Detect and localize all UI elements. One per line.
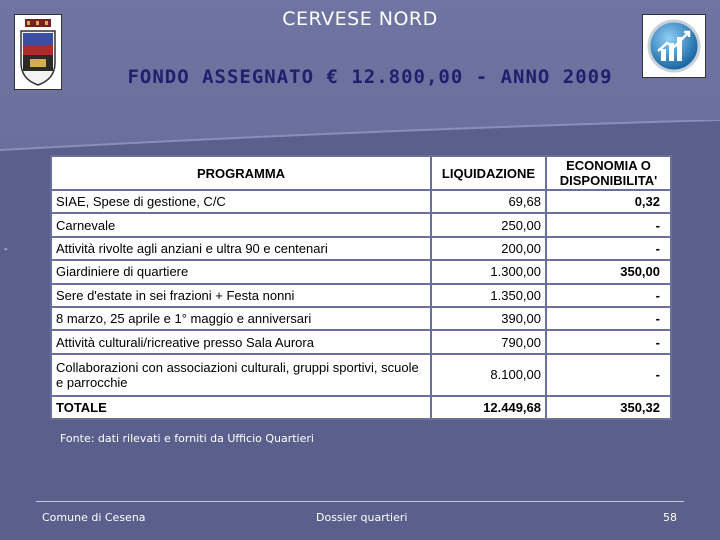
cell-programma: Attività rivolte agli anziani e ultra 90 e centenari	[51, 237, 431, 260]
source-note: Fonte: dati rilevati e forniti da Ufficio Quartieri	[60, 432, 314, 445]
total-economia: 350,32	[546, 396, 671, 419]
cell-economia: -	[546, 284, 671, 307]
footer-document-title: Dossier quartieri	[316, 511, 408, 524]
table-header-row	[51, 156, 671, 190]
page-title: CERVESE NORD	[282, 8, 438, 30]
table-row	[51, 307, 671, 330]
cell-economia: -	[546, 330, 671, 353]
cell-liquidazione: 250,00	[431, 213, 546, 236]
table-total-row	[51, 396, 671, 419]
table-row	[51, 284, 671, 307]
cell-programma: 8 marzo, 25 aprile e 1° maggio e anniversari	[51, 307, 431, 330]
total-liquidazione: 12.449,68	[431, 396, 546, 419]
statistics-chart-icon	[642, 14, 706, 78]
cell-programma: SIAE, Spese di gestione, C/C	[51, 190, 431, 213]
cell-economia: 0,32	[546, 190, 671, 213]
table-row	[51, 213, 671, 236]
column-header-economia: ECONOMIA O DISPONIBILITA'	[546, 156, 671, 190]
cell-programma: Attività culturali/ricreative presso Sala Aurora	[51, 330, 431, 353]
cell-liquidazione: 8.100,00	[431, 354, 546, 396]
cell-liquidazione: 69,68	[431, 190, 546, 213]
budget-table	[50, 155, 672, 420]
table-row	[51, 190, 671, 213]
cell-programma: Collaborazioni con associazioni culturali, gruppi sportivi, scuole e parrocchie	[51, 354, 431, 396]
cell-economia: -	[546, 213, 671, 236]
table-row	[51, 237, 671, 260]
cell-programma: Giardiniere di quartiere	[51, 260, 431, 283]
column-header-liquidazione: LIQUIDAZIONE	[431, 156, 546, 190]
cell-economia: -	[546, 307, 671, 330]
cell-economia: 350,00	[546, 260, 671, 283]
page-subtitle: FONDO ASSEGNATO € 12.800,00 - ANNO 2009	[127, 66, 613, 88]
cell-liquidazione: 790,00	[431, 330, 546, 353]
budget-table-container	[50, 155, 672, 420]
side-marker: -	[4, 244, 8, 255]
table-row	[51, 354, 671, 396]
total-label: TOTALE	[51, 396, 431, 419]
cell-programma: Carnevale	[51, 213, 431, 236]
cell-economia: -	[546, 237, 671, 260]
cell-economia: -	[546, 354, 671, 396]
footer-divider	[36, 501, 684, 502]
coat-of-arms-logo	[14, 14, 62, 90]
footer-organization: Comune di Cesena	[42, 511, 146, 524]
table-row	[51, 330, 671, 353]
table-row	[51, 260, 671, 283]
cell-programma: Sere d'estate in sei frazioni + Festa nonni	[51, 284, 431, 307]
cell-liquidazione: 390,00	[431, 307, 546, 330]
cell-liquidazione: 1.350,00	[431, 284, 546, 307]
page-number: 58	[663, 511, 677, 524]
cell-liquidazione: 1.300,00	[431, 260, 546, 283]
column-header-programma: PROGRAMMA	[51, 156, 431, 190]
cell-liquidazione: 200,00	[431, 237, 546, 260]
